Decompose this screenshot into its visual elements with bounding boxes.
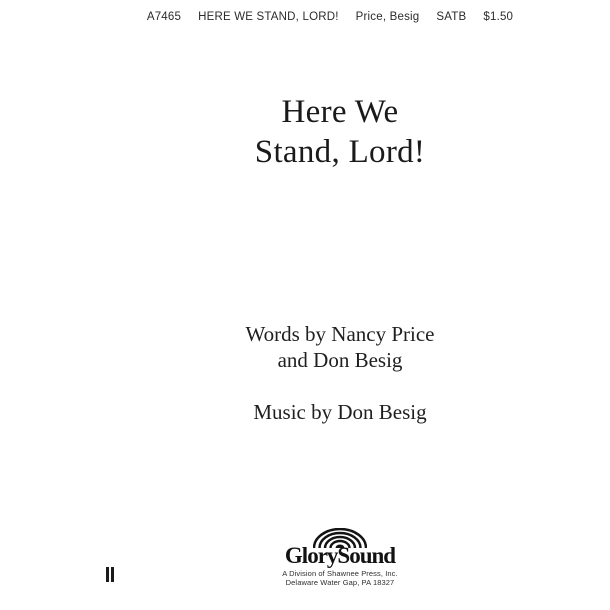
publisher-division-text xyxy=(282,569,397,587)
music-credit: Music by Don Besig xyxy=(253,400,427,424)
publisher-logo-wordmark: GlorySound xyxy=(284,543,396,568)
header-price: $1.50 xyxy=(483,11,514,23)
words-credit-line2: and Don Besig xyxy=(277,348,403,372)
header-authors: Price, Besig xyxy=(355,11,420,23)
publisher-division-line1: A Division of Shawnee Press, Inc. xyxy=(282,569,398,578)
header-title: HERE WE STAND, LORD! xyxy=(198,11,339,23)
catalog-number: A7465 xyxy=(146,11,182,23)
header-voicing: SATB xyxy=(436,11,467,23)
words-credit-line1: Words by Nancy Price xyxy=(245,322,435,346)
publisher-logo-block xyxy=(70,528,610,587)
page-title-line2: Stand, Lord! xyxy=(254,134,426,170)
publisher-division-line2: Delaware Water Gap, PA 18327 xyxy=(285,578,395,587)
spine-mark xyxy=(106,567,114,582)
page-title-line1: Here We xyxy=(281,94,399,130)
page-title xyxy=(70,92,610,172)
words-credit xyxy=(70,321,610,373)
catalog-header xyxy=(50,11,610,23)
